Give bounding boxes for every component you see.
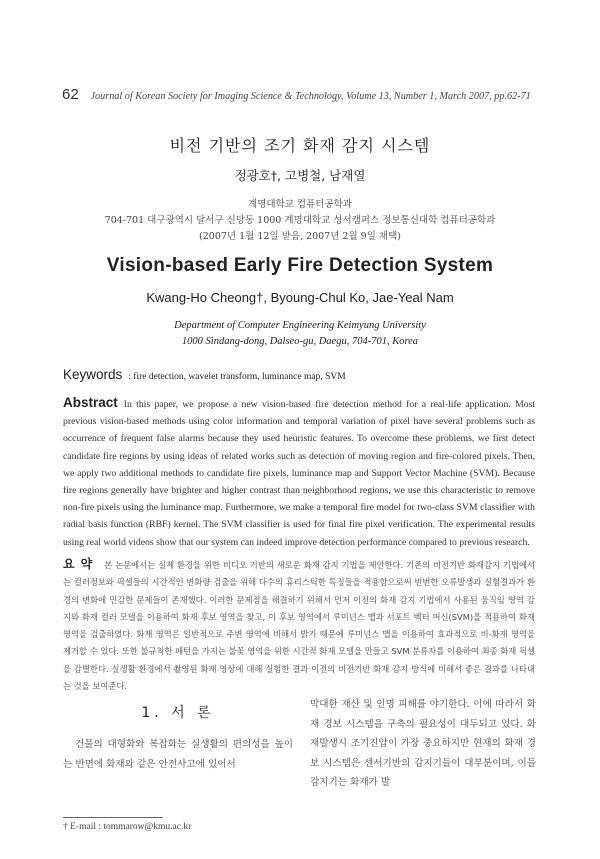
footnote-divider <box>63 817 163 818</box>
section-heading: 1. 서 론 <box>141 705 215 721</box>
korean-abstract-label: 요약 <box>63 557 99 571</box>
korean-affiliation-1: 계명대학교 컴퓨터공학과 <box>248 199 352 210</box>
running-header <box>62 86 531 103</box>
keywords-text: : fire detection, wavelet transform, luminance map, SVM <box>128 372 346 382</box>
footnote-email: † E-mail : tommarow@kmu.ac.kr <box>63 822 192 832</box>
keywords-label: Keywords <box>63 367 123 382</box>
english-affiliation-2: 1000 Sindang-dong, Dalseo-gu, Daegu, 704-701, Korea <box>181 336 419 347</box>
abstract <box>63 394 535 551</box>
english-authors: Kwang-Ho Cheong†, Byoung-Chul Ko, Jae-Yeal Nam <box>146 290 454 305</box>
korean-affiliation-2: 704-701 대구광역시 달서구 신당동 1000 계명대학교 성서캠퍼스 정보통신대학 컴퓨터공학과 <box>104 215 496 226</box>
korean-abstract <box>63 556 535 695</box>
keywords <box>63 367 346 382</box>
korean-title: 비전 기반의 조기 화재 감지 시스템 <box>169 136 431 155</box>
korean-authors: 정광호†, 고병철, 남재열 <box>234 168 366 183</box>
journal-citation: Journal of Korean Society for Imaging Science & Technology, Volume 13, Number 1, March 2007, pp.62-71 <box>90 91 531 102</box>
abstract-text: In this paper, we propose a new vision-based fire detection method for a real-life application. Most previous vision-based methods using color information and temporal variation of pixel have several problems such as occurrence of frequent false alarms because they used heuristic features. To overcome these problems, we first detect candidate fire regions by using ideas of related works such as detection of moving region and fire-colored pixels. Then, we apply two additional methods to candidate fire pixels, luminance map and Support Vector Machine (SVM). Because fire regions generally have brighter and higher contrast than neighborhood regions, we use this characteristic to remove non-fire pixels using the luminance map. Furthermore, we make a temporal fire model for two-class SVM classifier with radial basis function (RBF) kernel. The SVM classifier is used for final fire pixel verification. The experimental results using real world videos show that our system can indeed improve detection performance compared to previous research. <box>63 399 535 548</box>
body-left-column: 건물의 대형화와 복잡화는 실생활의 편의성을 높이는 반면에 화재와 같은 안전사고에 있어서 <box>63 739 293 770</box>
body-right-column: 막대한 재산 및 인명 피해를 야기한다. 이에 따라서 화재 경보 시스템을 구축의 필요성이 대두되고 있다. 화재발생시 조기진압이 가장 중요하지만 현재의 화재 경보 시스템은 센서기반의 감지기들이 대부분이며, 이들 감지기는 화재가 발 <box>310 699 536 788</box>
english-affiliation-1: Department of Computer Engineering Keimyung University <box>174 320 426 331</box>
korean-abstract-text: 본 논문에서는 실제 환경을 위한 비디오 기반의 새로운 화재 감지 기법을 제안한다. 기존의 비전기반 화재감지 기법에서는 컬러정보와 픽셀들의 시간적인 변화량 검출을 위해 다수의 휴리스틱한 특징들을 적용함으로써 빈번한 오류발생과 실험결과가 환경의 변화에 민감한 문제들이 존재했다. 이러한 문제점을 해결하기 위해서 먼저 이전의 화재 감지 기법에서 사용된 움직임 영역 감지와 화재 컬러 모델을 이용하여 화재 후보 영역을 찾고, 이 후보 영역에서 루미넌스 맵과 서포트 벡터 머신(SVM)을 적용하여 화재 영역을 검출하였다. 화재 영역은 일반적으로 주변 영역에 비해서 밝기 때문에 루미넌스 맵을 이용하여 효과적으로 비-화재 영역을 제거할 수 있다. 또한 불규칙한 패턴을 가지는 불꽃 영역을 위한 시간적 화재 모델을 만들고 SVM 분류자를 이용하여 최종 화재 픽셀을 감별한다. 실생활 환경에서 촬영된 화재 영상에 대해 실험한 결과 이전의 비전기반 화재 감지 방식에 비해서 좋은 결과를 나타내는 것을 보여준다. <box>63 560 535 692</box>
english-title: Vision-based Early Fire Detection System <box>106 255 494 276</box>
abstract-label: Abstract <box>63 395 118 410</box>
korean-received-dates: (2007년 1월 12일 받음, 2007년 2월 9일 채택) <box>199 231 401 242</box>
page-number: 62 <box>62 86 79 103</box>
